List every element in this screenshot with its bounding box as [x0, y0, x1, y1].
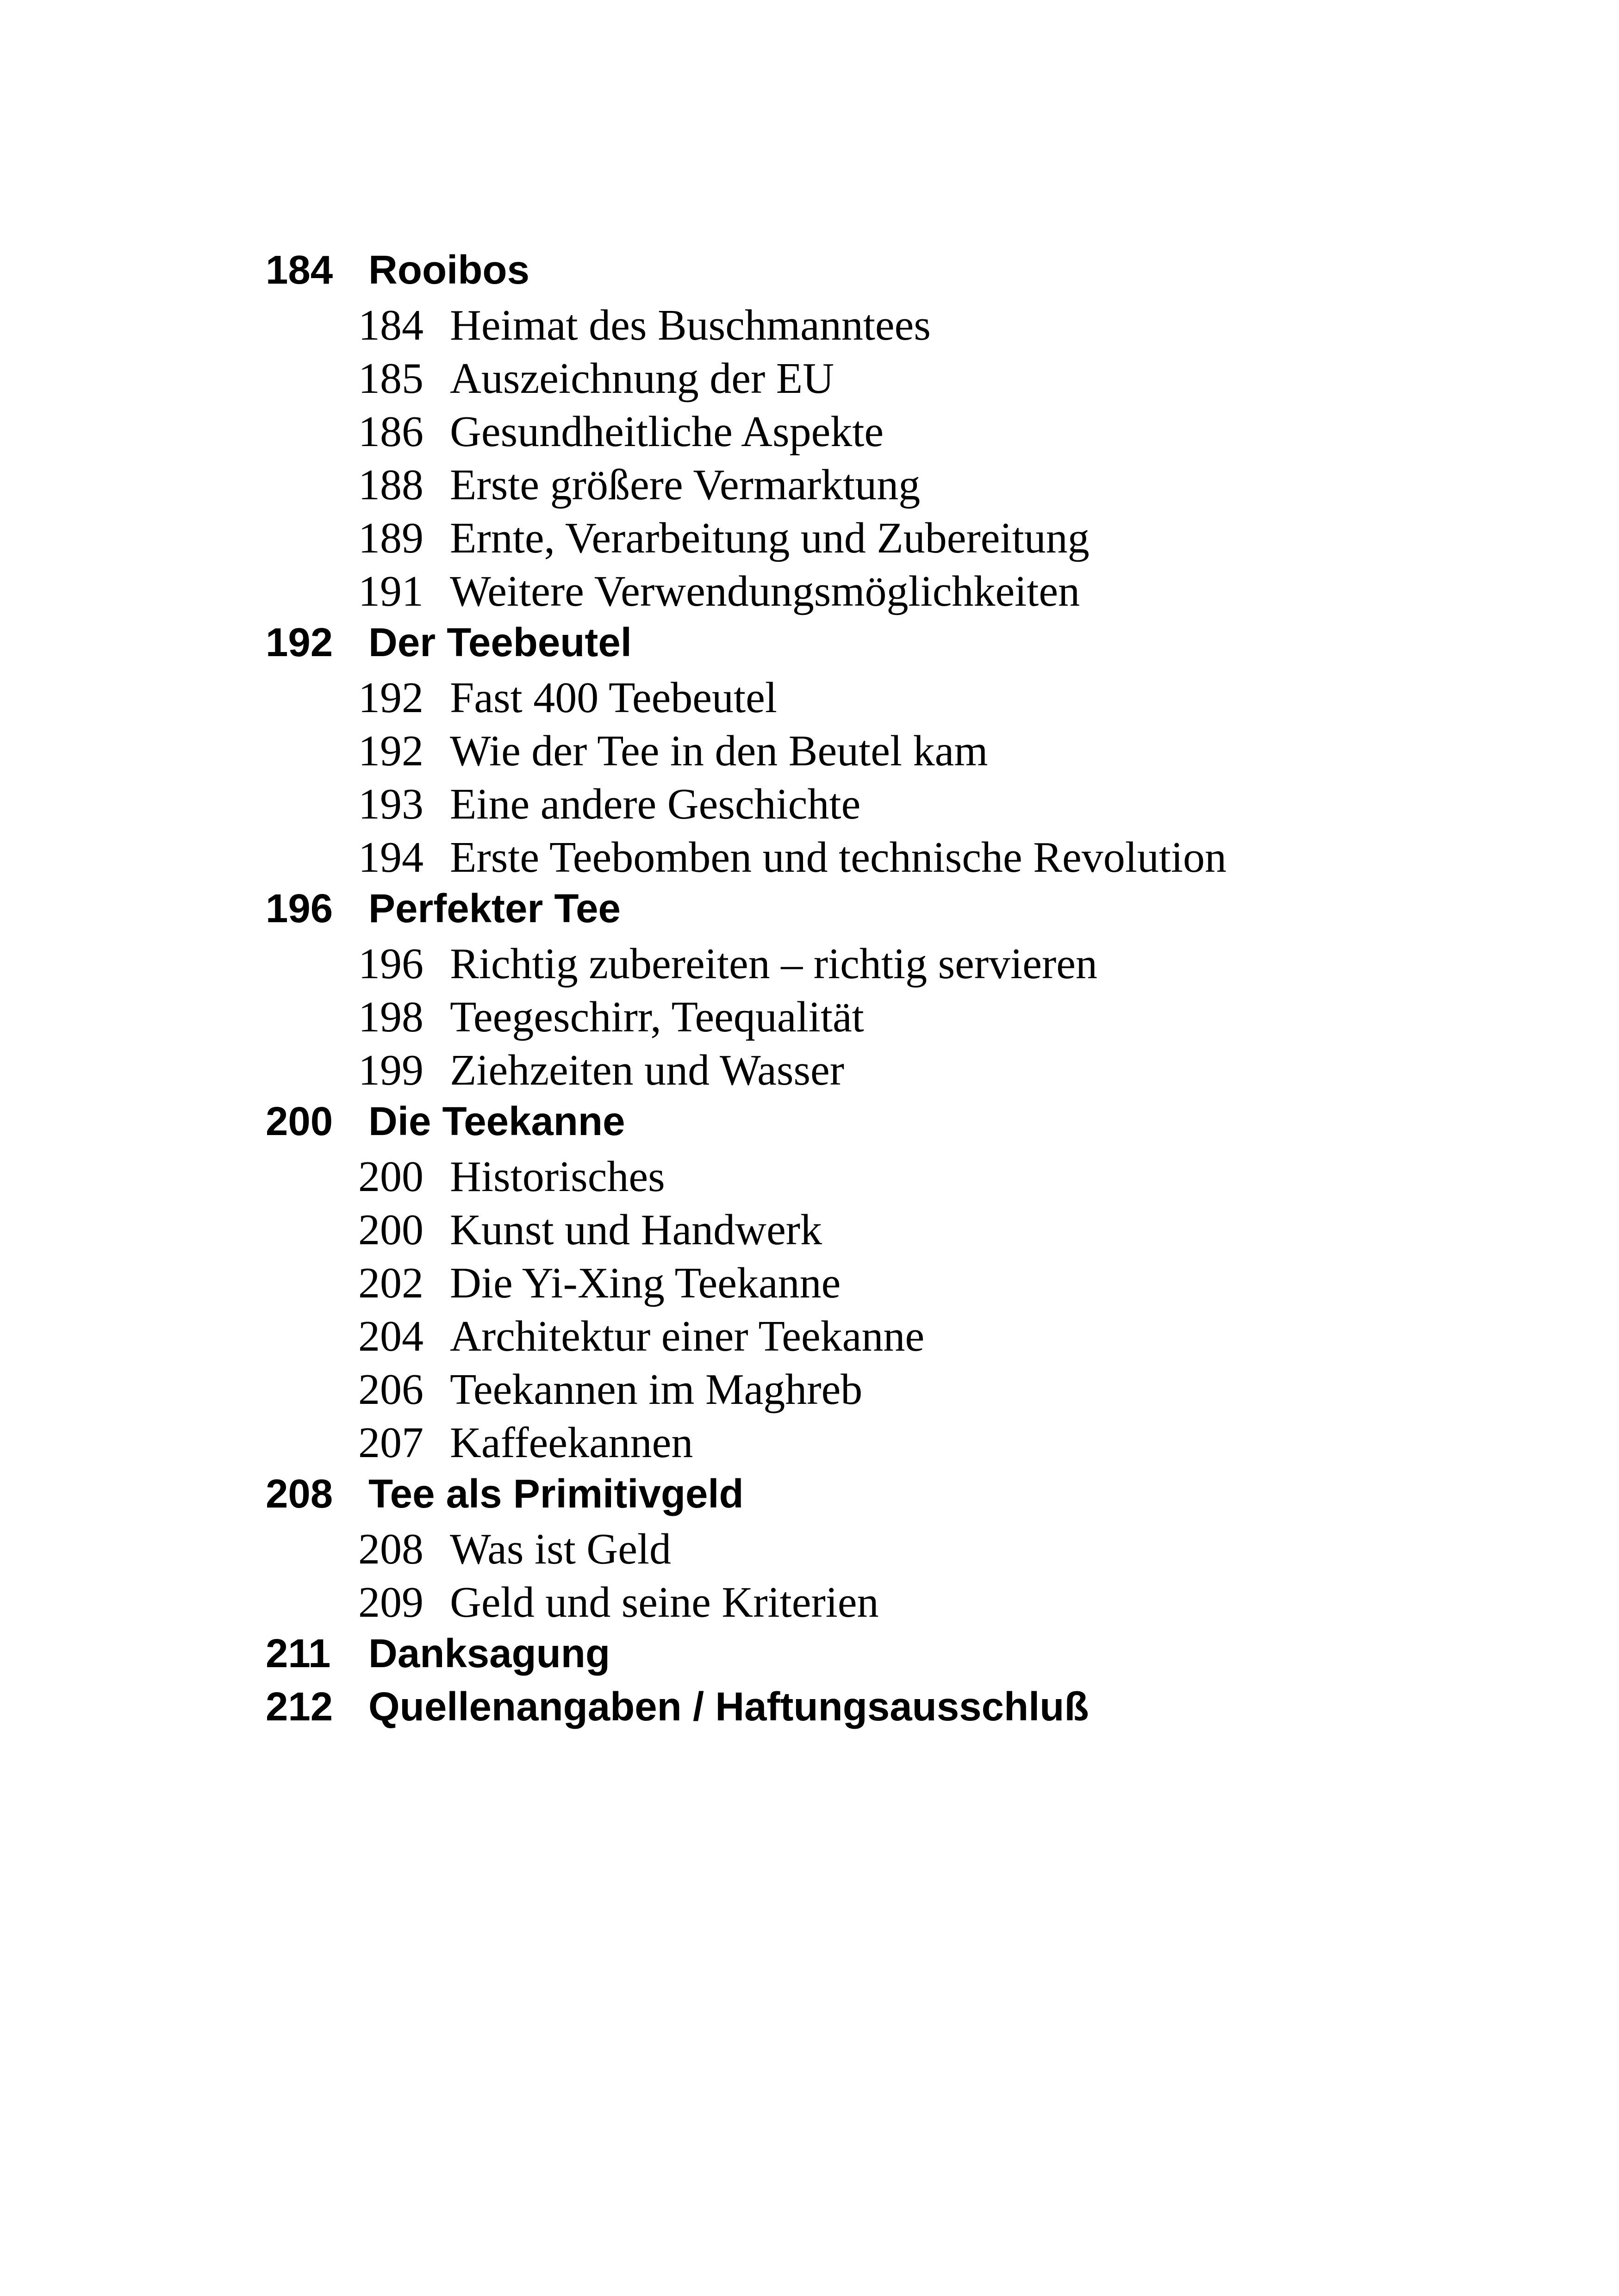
- toc-title: Tee als Primitivgeld: [368, 1471, 744, 1516]
- toc-page-number: 193: [358, 780, 423, 828]
- toc-subentry: [266, 832, 1227, 886]
- toc-title: Historisches: [450, 1153, 665, 1201]
- toc-title: Richtig zubereiten – richtig servieren: [450, 940, 1098, 988]
- toc-subentry: [266, 1524, 1227, 1577]
- toc-page-number: 207: [358, 1419, 423, 1467]
- toc-page-number: 194: [358, 833, 423, 881]
- toc-page-number: 198: [358, 993, 423, 1041]
- toc-subentry: [266, 726, 1227, 779]
- toc-title: Fast 400 Teebeutel: [450, 674, 777, 722]
- toc-page-number: 202: [358, 1259, 423, 1307]
- toc-title: Erste größere Vermarktung: [450, 461, 921, 509]
- toc-title: Weitere Verwendungsmöglichkeiten: [450, 567, 1080, 615]
- toc-page-number: 206: [358, 1365, 423, 1414]
- toc-title: Eine andere Geschichte: [450, 780, 861, 828]
- toc-page-number: 186: [358, 408, 423, 456]
- toc-title: Perfekter Tee: [368, 886, 621, 931]
- toc-title: Was ist Geld: [450, 1525, 672, 1573]
- toc-title: Auszeichnung der EU: [450, 354, 834, 403]
- toc-page-number: 209: [358, 1578, 423, 1626]
- toc-title: Ernte, Verarbeitung und Zubereitung: [450, 514, 1090, 562]
- toc-page-number: 189: [358, 514, 423, 562]
- toc-page-number: 196: [266, 886, 333, 931]
- toc-subentry: [266, 992, 1227, 1045]
- toc-page-number: 212: [266, 1684, 333, 1729]
- toc-subentry: [266, 1258, 1227, 1311]
- toc-title: Rooibos: [368, 248, 529, 292]
- toc-page-number: 192: [266, 620, 333, 665]
- toc-subentry: [266, 513, 1227, 566]
- toc-chapter: [266, 1684, 1227, 1737]
- toc-title: Teekannen im Maghreb: [450, 1365, 863, 1414]
- table-of-contents: [266, 247, 1227, 1737]
- toc-page-number: 184: [266, 248, 333, 292]
- toc-page-number: 200: [266, 1099, 333, 1144]
- toc-subentry: [266, 939, 1227, 992]
- toc-subentry: [266, 1205, 1227, 1258]
- toc-page-number: 199: [358, 1046, 423, 1094]
- toc-subentry: [266, 779, 1227, 832]
- toc-chapter: [266, 620, 1227, 673]
- toc-chapter: [266, 247, 1227, 300]
- toc-subentry: [266, 566, 1227, 620]
- toc-title: Architektur einer Teekanne: [450, 1312, 925, 1360]
- toc-title: Erste Teebomben und technische Revolution: [450, 833, 1227, 881]
- toc-subentry: [266, 1577, 1227, 1631]
- toc-page-number: 196: [358, 940, 423, 988]
- toc-subentry: [266, 354, 1227, 407]
- toc-subentry: [266, 407, 1227, 460]
- toc-subentry: [266, 1365, 1227, 1418]
- toc-page-number: 208: [358, 1525, 423, 1573]
- toc-title: Kaffeekannen: [450, 1419, 693, 1467]
- toc-page-number: 185: [358, 354, 423, 403]
- toc-subentry: [266, 1311, 1227, 1365]
- toc-page-number: 192: [358, 674, 423, 722]
- toc-subentry: [266, 673, 1227, 726]
- toc-subentry: [266, 1418, 1227, 1471]
- toc-title: Danksagung: [368, 1631, 610, 1676]
- toc-subentry: [266, 300, 1227, 354]
- toc-title: Der Teebeutel: [368, 620, 632, 665]
- toc-chapter: [266, 886, 1227, 939]
- toc-title: Quellenangaben / Haftungsausschluß: [368, 1684, 1089, 1729]
- toc-title: Kunst und Handwerk: [450, 1206, 822, 1254]
- toc-page-number: 188: [358, 461, 423, 509]
- toc-subentry: [266, 1152, 1227, 1205]
- toc-title: Ziehzeiten und Wasser: [450, 1046, 845, 1094]
- toc-subentry: [266, 460, 1227, 513]
- toc-title: Teegeschirr, Teequalität: [450, 993, 864, 1041]
- toc-title: Wie der Tee in den Beutel kam: [450, 727, 988, 775]
- toc-title: Heimat des Buschmanntees: [450, 301, 931, 349]
- toc-page-number: 200: [358, 1153, 423, 1201]
- toc-chapter: [266, 1098, 1227, 1152]
- toc-subentry: [266, 1045, 1227, 1098]
- toc-page-number: 208: [266, 1471, 333, 1516]
- toc-page-number: 184: [358, 301, 423, 349]
- toc-title: Die Teekanne: [368, 1099, 625, 1144]
- toc-title: Gesundheitliche Aspekte: [450, 408, 884, 456]
- toc-page-number: 200: [358, 1206, 423, 1254]
- toc-chapter: [266, 1631, 1227, 1684]
- toc-chapter: [266, 1471, 1227, 1524]
- toc-page-number: 204: [358, 1312, 423, 1360]
- toc-title: Die Yi-Xing Teekanne: [450, 1259, 841, 1307]
- toc-page-number: 192: [358, 727, 423, 775]
- toc-page-number: 191: [358, 567, 423, 615]
- toc-title: Geld und seine Kriterien: [450, 1578, 879, 1626]
- toc-page-number: 211: [266, 1631, 331, 1676]
